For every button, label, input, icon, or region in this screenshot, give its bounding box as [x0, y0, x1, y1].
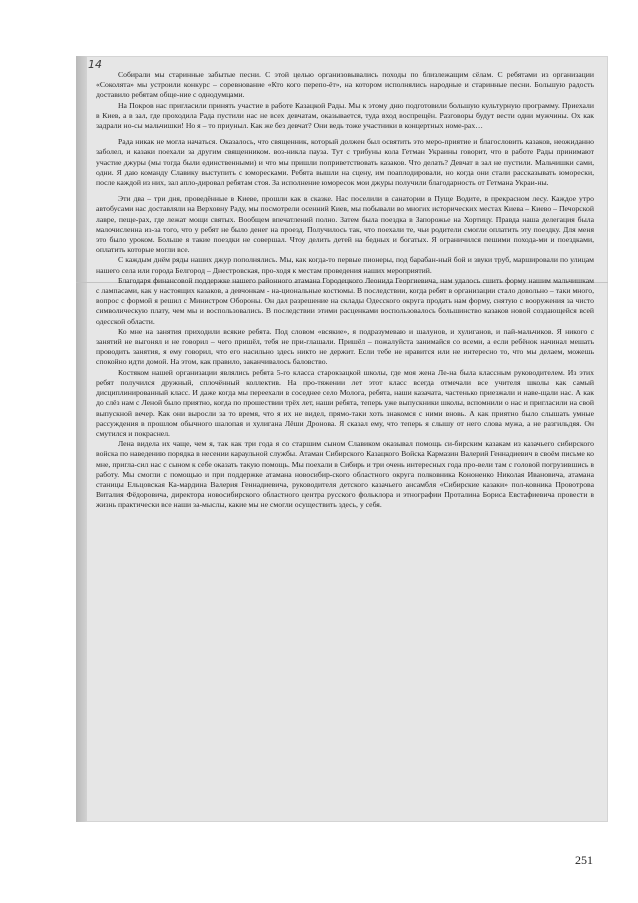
scanned-page — [76, 56, 608, 822]
paragraph: Собирали мы старинные забытые песни. С этой целью организовывались походы по близлежащим сёлам. С ребятами из организации «Соколята» мы устроили конкурс – соревнование «Кто кого перепо-ёт», на котором исполнялись народные и старинные песни. Большую радость доставило ребятам обще-ние с однодумцами. — [96, 70, 594, 100]
page-number: 251 — [575, 853, 593, 867]
paragraph: На Покров нас пригласили принять участие в работе Казацкой Рады. Мы к этому дню подготовили большую культурную программу. Приехали в Киев, а в зал, где проходила Рада пустили нас не всех девчатам, оказывается, туда вход воспрещён. Разговоры будут вести одни мужчины. Ох как задрали но-сы мальчишки! Но я – то приуныл. Как же без девчат? Они ведь тоже участники в концертных номе-рах… — [96, 100, 594, 131]
paragraph: Благодаря финансовой поддержке нашего районного атамана Городецкого Леонида Георгиевича, нам удалось сшить форму нашим мальчишкам с лампасами, как у настоящих казаков, а девчонкам - на-циональные костюмы. В последствии, когда ребят в организации стало довольно – таки много, вопрос с формой я решил с Министром Обороны. Он дал разрешение на склады Одесского округа продать нам форму, снятую с вооружения за чисто символическую плату, чем мы и воспользовались. В последствии этими расценками воспользовалось большинство казаков новой создающейся всей одесской области. — [96, 275, 594, 326]
body-text — [96, 70, 594, 511]
paragraph: Ко мне на занятия приходили всякие ребята. Под словом «всякие», я подразумеваю и шалунов, и хулиганов, и пай-мальчиков. Я никого с занятий не выгонял и не говорил – чего пришёл, тебя не при-глашали. Пришёл – пожалуйста занимайся со всеми, а если ребёнок начинал мешать проводить занятия, я ему говорил, что его насильно здесь никто не держит. Если тебе не нравится или не интересно то, что мы делаем, можешь спокойно идти домой. На этом, как правило, заканчивалось баловство. — [96, 326, 594, 367]
handwritten-page-mark: 14 — [88, 58, 102, 71]
paragraph: Рада никак не могла начаться. Оказалось, что священник, который должен был освятить это меро-приятие и благословить казаков, неожиданно заболел, и казаки поехали за другим священником. воз-никла пауза. Тут с трибуны кола Гетман Украины говорит, что в работе Рады принимают участие джуры (мы тогда были единственными) и что мы пришли поприветствовать казаков. Что делать? Девчат в зал не пустили. Мальчишки сами, одни. Я даю команду Славику выступить с юморесками. Ребята вышли на сцену, им поаплодировали, но когда они стали рассказывать юморески, после каждой из них, зал апло-дировал ребятам стоя. За исполнение юморесок мои джуры получили благодарность от Гетмана Украи-ны. — [96, 137, 594, 188]
paragraph: Костяком нашей организации являлись ребята 5-го класса старокзацкой школы, где моя жена Ле-на была классным руководителем. Из этих ребят получился дружный, сплочённый коллектив. На про-тяжении лет этот класс всегда отмечали все учителя школы как самый дисциплинированный класс. И даже когда мы переехали в соседнее село Мологa, ребята, наши казачата, частенько приезжали и наве-щали нас. А как до слёз нам с Леной было приятно, когда по прошествии трёх лет, наши ребята, теперь уже выпускники школы, вспомнили о нас и пригласили на свой выпускной вечер. Как они выросли за то время, что я их не видел, прямо-таки хоть знакомся с ними вновь. А как приятно было слышать умные рассуждения в прошлом обычного шалопая и хулигана Лёши Дронова. Я сказал ему, что теперь я слышу от него слова мужа, а не разгильдяя. Он смутился и покраснел. — [96, 367, 594, 438]
paragraph: Эти два – три дня, проведённые в Киеве, прошли как в сказке. Нас поселили в санатории в Пуще Водите, в прекрасном лесу. Каждое утро автобусами нас доставляли на Верховну Раду, мы посмотрели осенний Киев, мы побывали во многих исторических местах Киева – Киево – Печорской лавре, пеще-рах, где лежат мощи святых. Вообщем впечатлений полно. Затем была поездка в Запорожье на Хортицу. Правда наша делегация была малочисленна из-за того, что у ребят не было денег на проезд. Получилось так, что поехали те, чьи родители смогли оплатить эту поездку. Для меня это было уроком. Больше я такие поездки не совершал. Чтоу делить детей на бедных и богатых. Я ограничился пешими похода-ми и поездками, оплатить которые могли все. — [96, 194, 594, 255]
paragraph: С каждым днём ряды наших джур пополнялись. Мы, как когда-то первые пионеры, под барабан-ный бой и звуки труб, маршировали по улицам нашего села или города Белгород – Днестровская, про-ходя к местам проведения наших мероприятий. — [96, 255, 594, 275]
scan-binding-edge — [76, 56, 87, 822]
paragraph: Лена видела их чаще, чем я, так как три года я со старшим сыном Славиком оказывал помощь си-бирским казакам из казачьего сибирского войска по наведению порядка в несении караульной службы. Атаман Сибирского Казацкого Войска Кармазин Валерий Геннадиевич в своём письме ко мне, пригла-сил нас с сыном к себе оказать такую помощь. Мы поехали в Сибирь и три очень интересных года про-вели там с головой погрузившись в работу. Мы смогли с помощью и при поддержке атамана новосибир-ского областного округа полковника Кононенко Николая Ивановича, атамана станицы Ельцовская Ка-мардина Валерия Геннадиевича, руководителя детского казачьего ансамбля «Сибирские казаки» пол-ковника Провотрова Виталия Фёдоровича, директора новосибирского областного центра русского фольклора и этнографии Проталина Бориса Евстафиевича провести в жизнь практически все наши за-мыслы, какие мы не смогли осуществить здесь, у себя. — [96, 439, 594, 510]
